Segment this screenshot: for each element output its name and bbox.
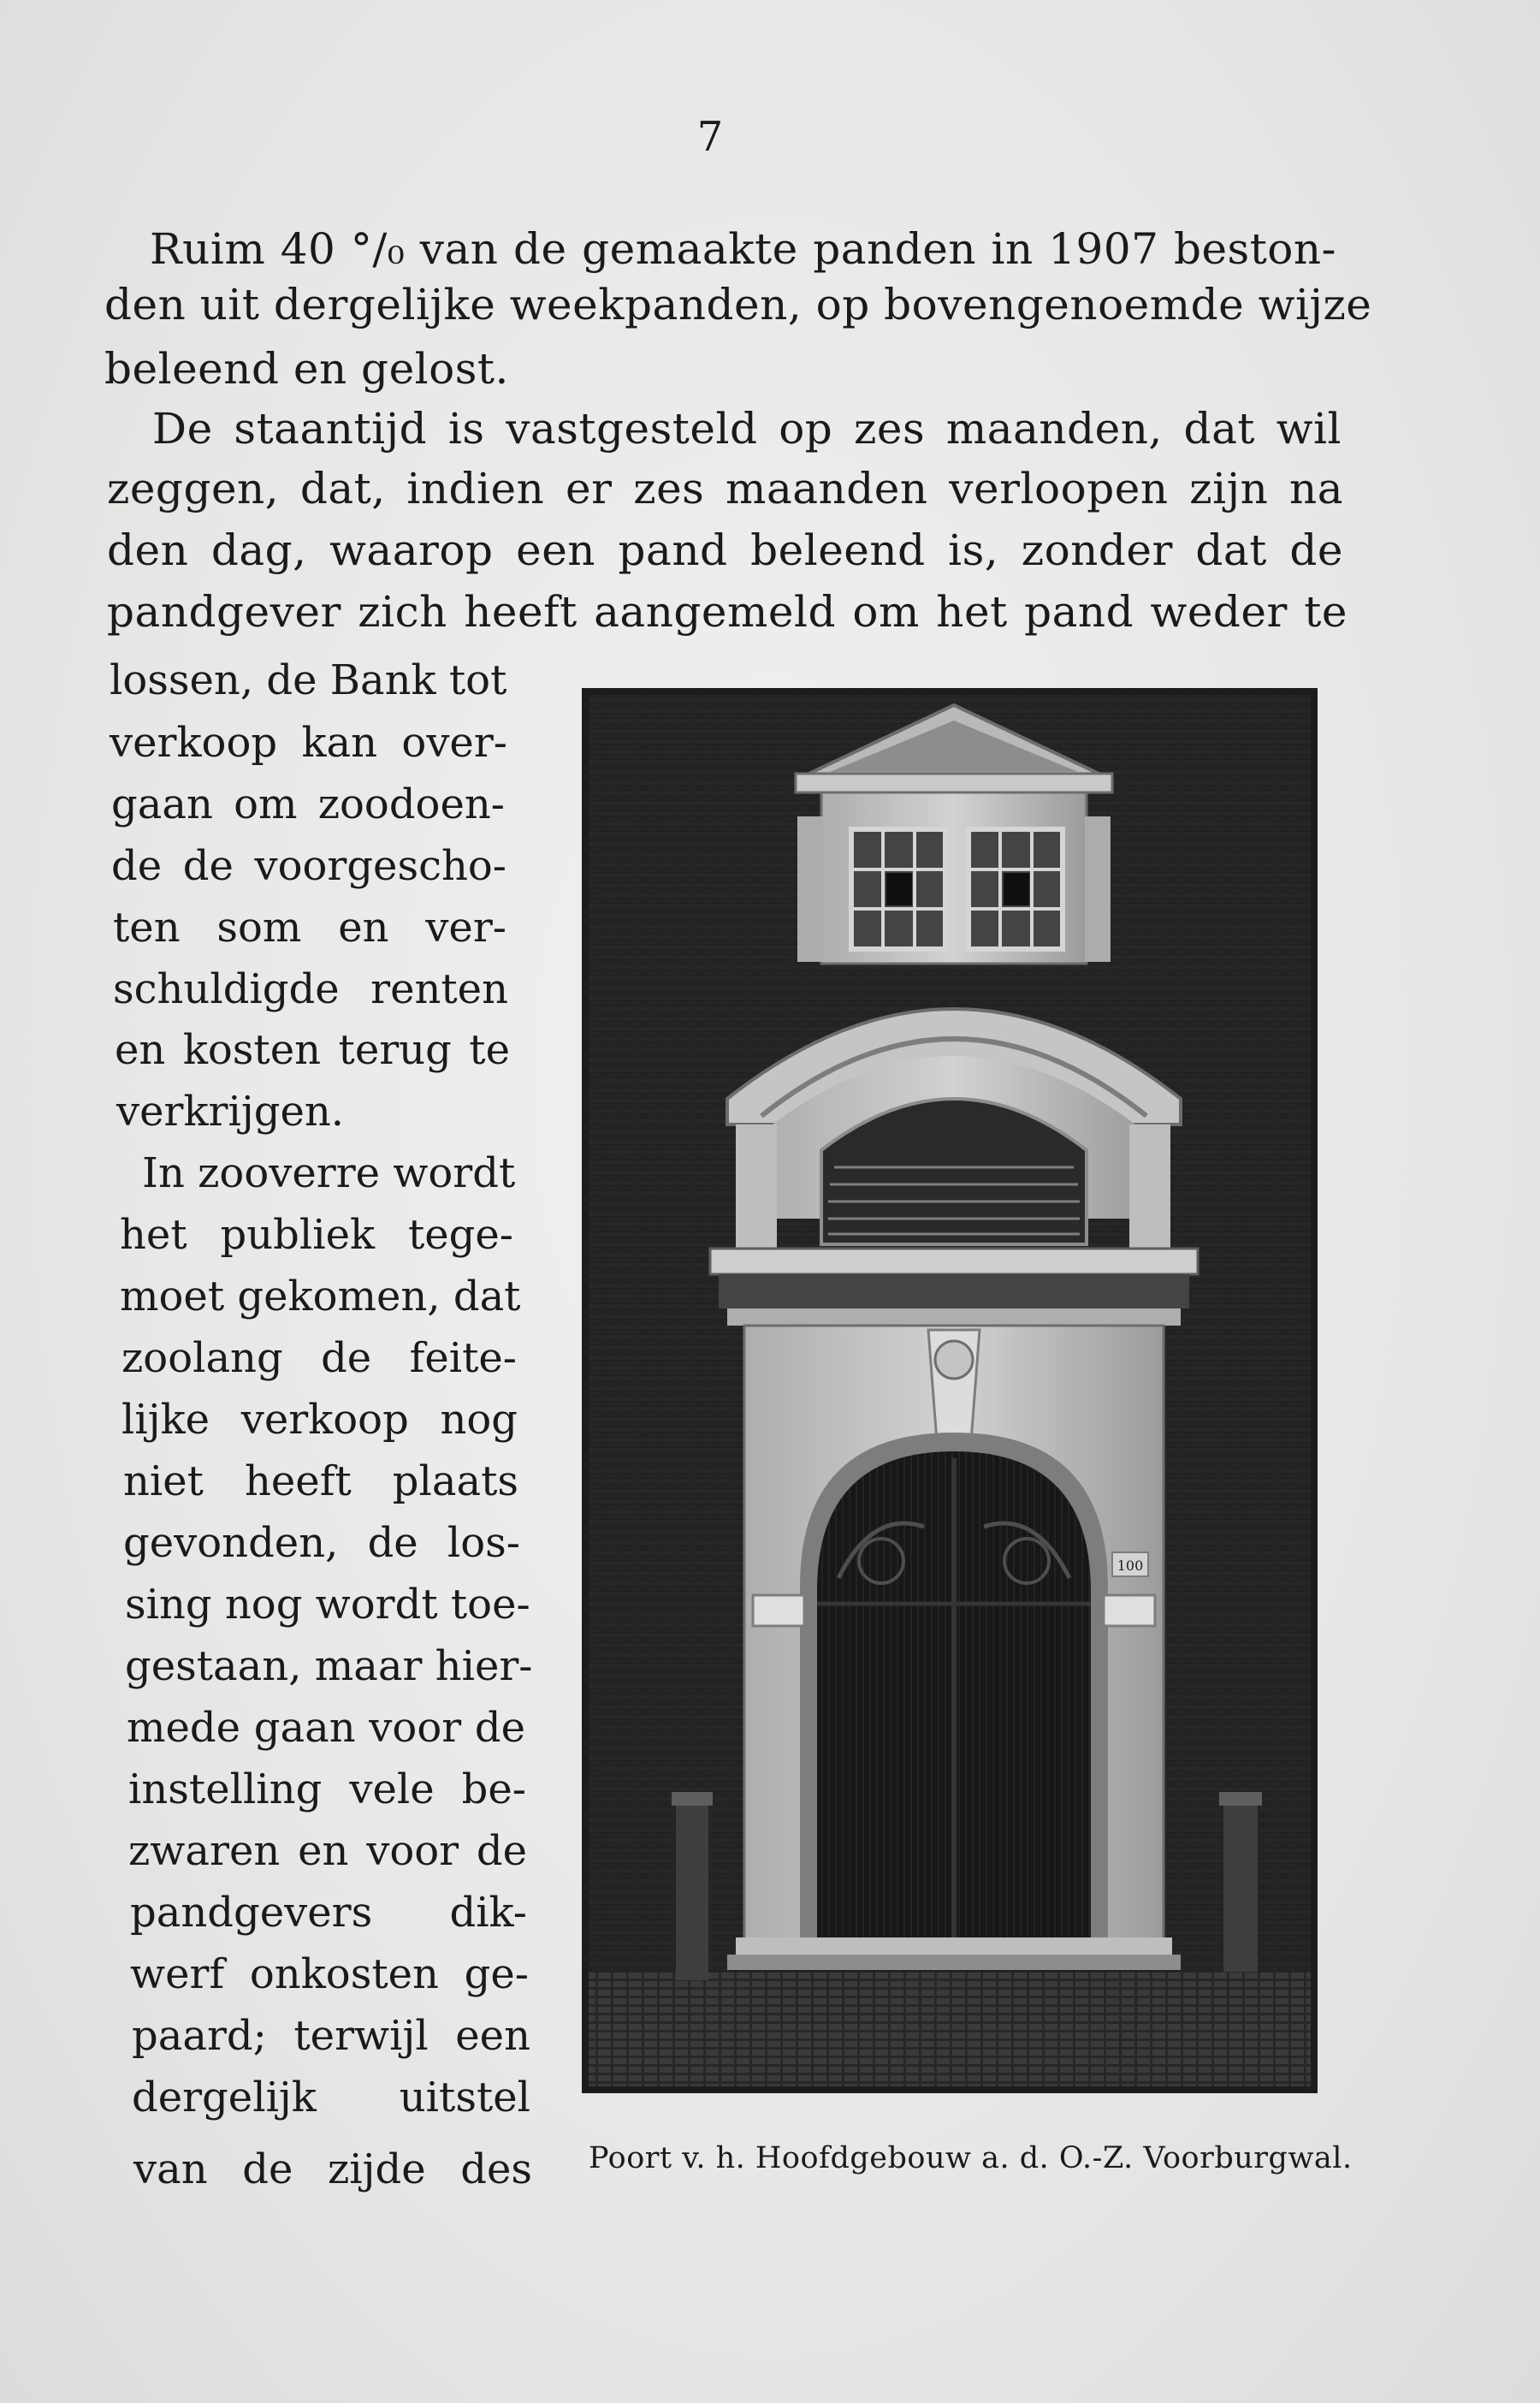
column-line-11: moet gekomen, dat: [120, 1273, 521, 1320]
column-line-22: werf onkosten ge-: [130, 1950, 529, 1998]
gateway-illustration: [582, 688, 1348, 2093]
column-line-7: en kosten terug te: [115, 1026, 510, 1074]
column-line-13: lijke verkoop nog: [121, 1396, 518, 1444]
paragraph-2-line-4: pandgever zich heeft aangemeld om het pand weder te: [107, 587, 1348, 637]
column-line-10: het publiek tege-: [120, 1211, 513, 1259]
house-number: 100: [1116, 1558, 1144, 1574]
column-line-17: gestaan, maar hier-: [125, 1642, 533, 1690]
column-line-15: gevonden, de los-: [123, 1519, 520, 1567]
column-line-23: paard; terwijl een: [132, 2012, 530, 2060]
column-line-19: instelling vele be-: [128, 1765, 526, 1813]
column-line-4: de de voorgescho-: [111, 842, 506, 890]
column-line-1: lossen, de Bank tot: [110, 656, 507, 704]
column-line-9: In zooverre wordt: [142, 1149, 516, 1197]
paragraph-2-line-1: De staantijd is vastgesteld op zes maanden, dat wil: [152, 404, 1342, 454]
column-line-21: pandgevers dik-: [130, 1889, 527, 1937]
paragraph-1-line-2: den uit dergelijke weekpanden, op bovengenoemde wijze: [104, 280, 1372, 329]
column-line-2: verkoop kan over-: [110, 719, 507, 767]
column-line-20: zwaren en voor de: [128, 1827, 527, 1875]
paragraph-2-line-3: den dag, waarop een pand beleend is, zonder dat de: [107, 525, 1343, 575]
column-line-5: ten som en ver-: [113, 904, 506, 952]
paragraph-1-line-1: Ruim 40 °/₀ van de gemaakte panden in 1907 beston-: [150, 224, 1336, 274]
column-line-8: verkrijgen.: [116, 1088, 345, 1136]
column-line-18: mede gaan voor de: [127, 1704, 525, 1752]
paragraph-2-line-2: zeggen, dat, indien er zes maanden verloopen zijn na: [107, 464, 1343, 513]
column-line-25: van de zijde des: [133, 2145, 532, 2193]
column-line-6: schuldigde renten: [113, 965, 508, 1013]
paragraph-1-line-3: beleend en gelost.: [104, 344, 509, 394]
figure-caption: Poort v. h. Hoofdgebouw a. d. O.-Z. Voorburgwal.: [589, 2141, 1353, 2175]
column-line-16: sing nog wordt toe-: [125, 1581, 530, 1629]
column-line-3: gaan om zoodoen-: [111, 780, 505, 828]
column-line-12: zoolang de feite-: [121, 1334, 517, 1382]
column-line-14: niet heeft plaats: [123, 1457, 518, 1505]
page-number: 7: [696, 113, 724, 161]
gateway-photograph: [582, 688, 1348, 2093]
column-line-24: dergelijk uitstel: [132, 2074, 530, 2121]
